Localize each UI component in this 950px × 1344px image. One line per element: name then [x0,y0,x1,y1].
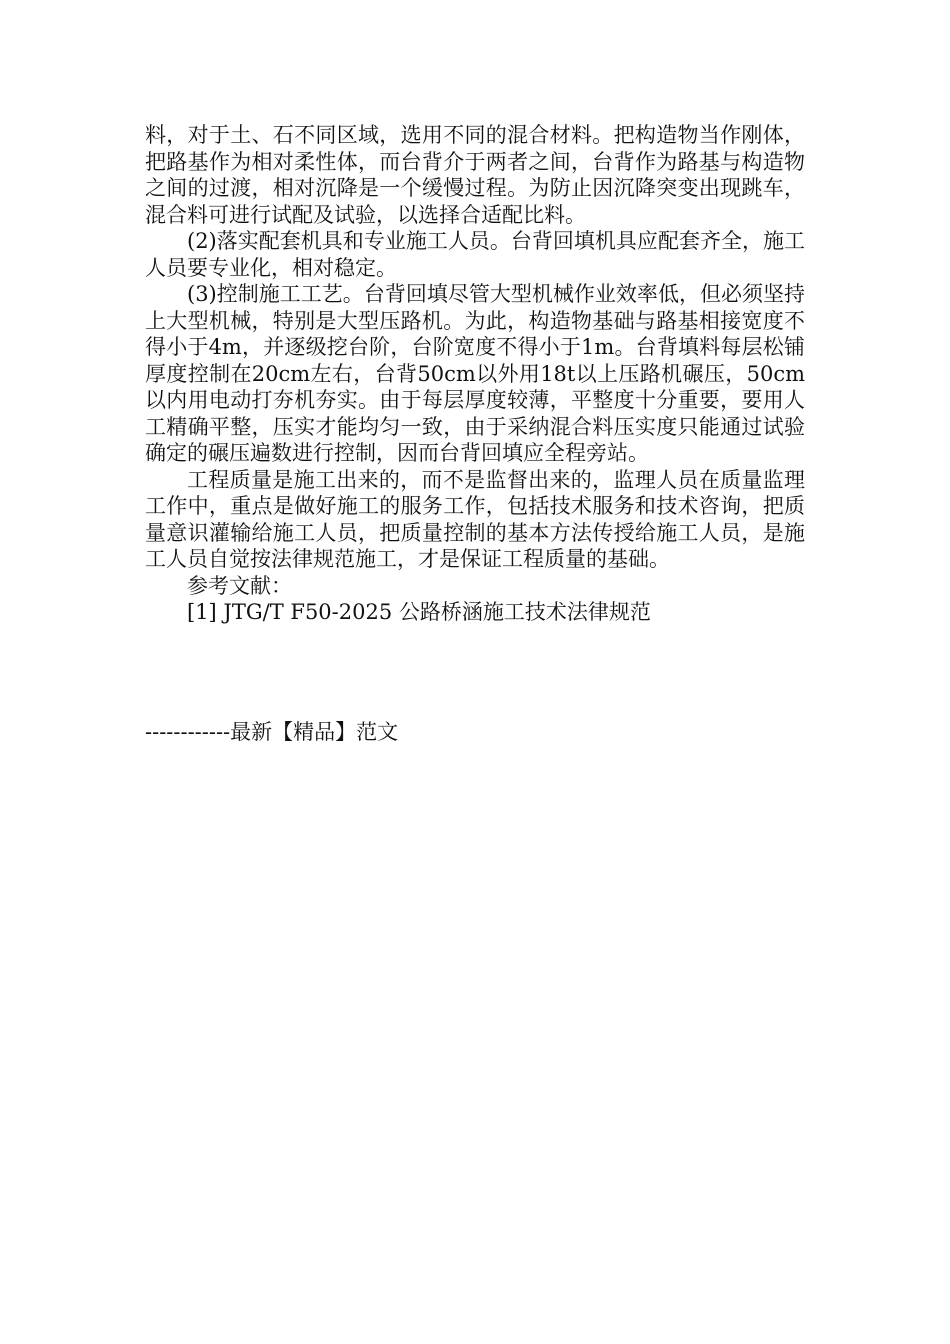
paragraph-material-selection: 料，对于土、石不同区域，选用不同的混合材料。把构造物当作刚体，把路基作为相对柔性体，而台背介于两者之间，台背作为路基与构造物之间的过渡，相对沉降是一个缓慢过程。为防止因沉降突变出现跳车，混合料可进行试配及试验，以选择合适配比料。 [145,123,805,227]
footer-banner: ------------最新【精品】范文 [145,720,399,744]
paragraph-construction-process: (3)控制施工工艺。台背回填尽管大型机械作业效率低，但必须坚持上大型机械，特别是大型压路机。为此，构造物基础与路基相接宽度不得小于4m，并逐级挖台阶，台阶宽度不得小于1m。台背填料每层松铺厚度控制在20cm左右，台背50cm以外用18t以上压路机碾压，50cm以内用电动打夯机夯实。由于每层厚度较薄，平整度十分重要，要用人工精确平整，压实才能均匀一致，由于采纳混合料压实度只能通过试验确定的碾压遍数进行控制，因而台背回填应全程旁站。 [145,282,805,465]
paragraph-quality-conclusion: 工程质量是施工出来的，而不是监督出来的，监理人员在质量监理工作中，重点是做好施工的服务工作，包括技术服务和技术咨询，把质量意识灌输给施工人员，把质量控制的基本方法传授给施工人员，是施工人员自觉按法律规范施工，才是保证工程质量的基础。 [145,467,805,571]
document-body [145,122,805,626]
paragraph-equipment-personnel: (2)落实配套机具和专业施工人员。台背回填机具应配套齐全，施工人员要专业化，相对稳定。 [145,229,805,280]
reference-item: [1] JTG/T F50-2025 公路桥涵施工技术法律规范 [187,600,651,624]
references-heading: 参考文献： [187,573,292,598]
